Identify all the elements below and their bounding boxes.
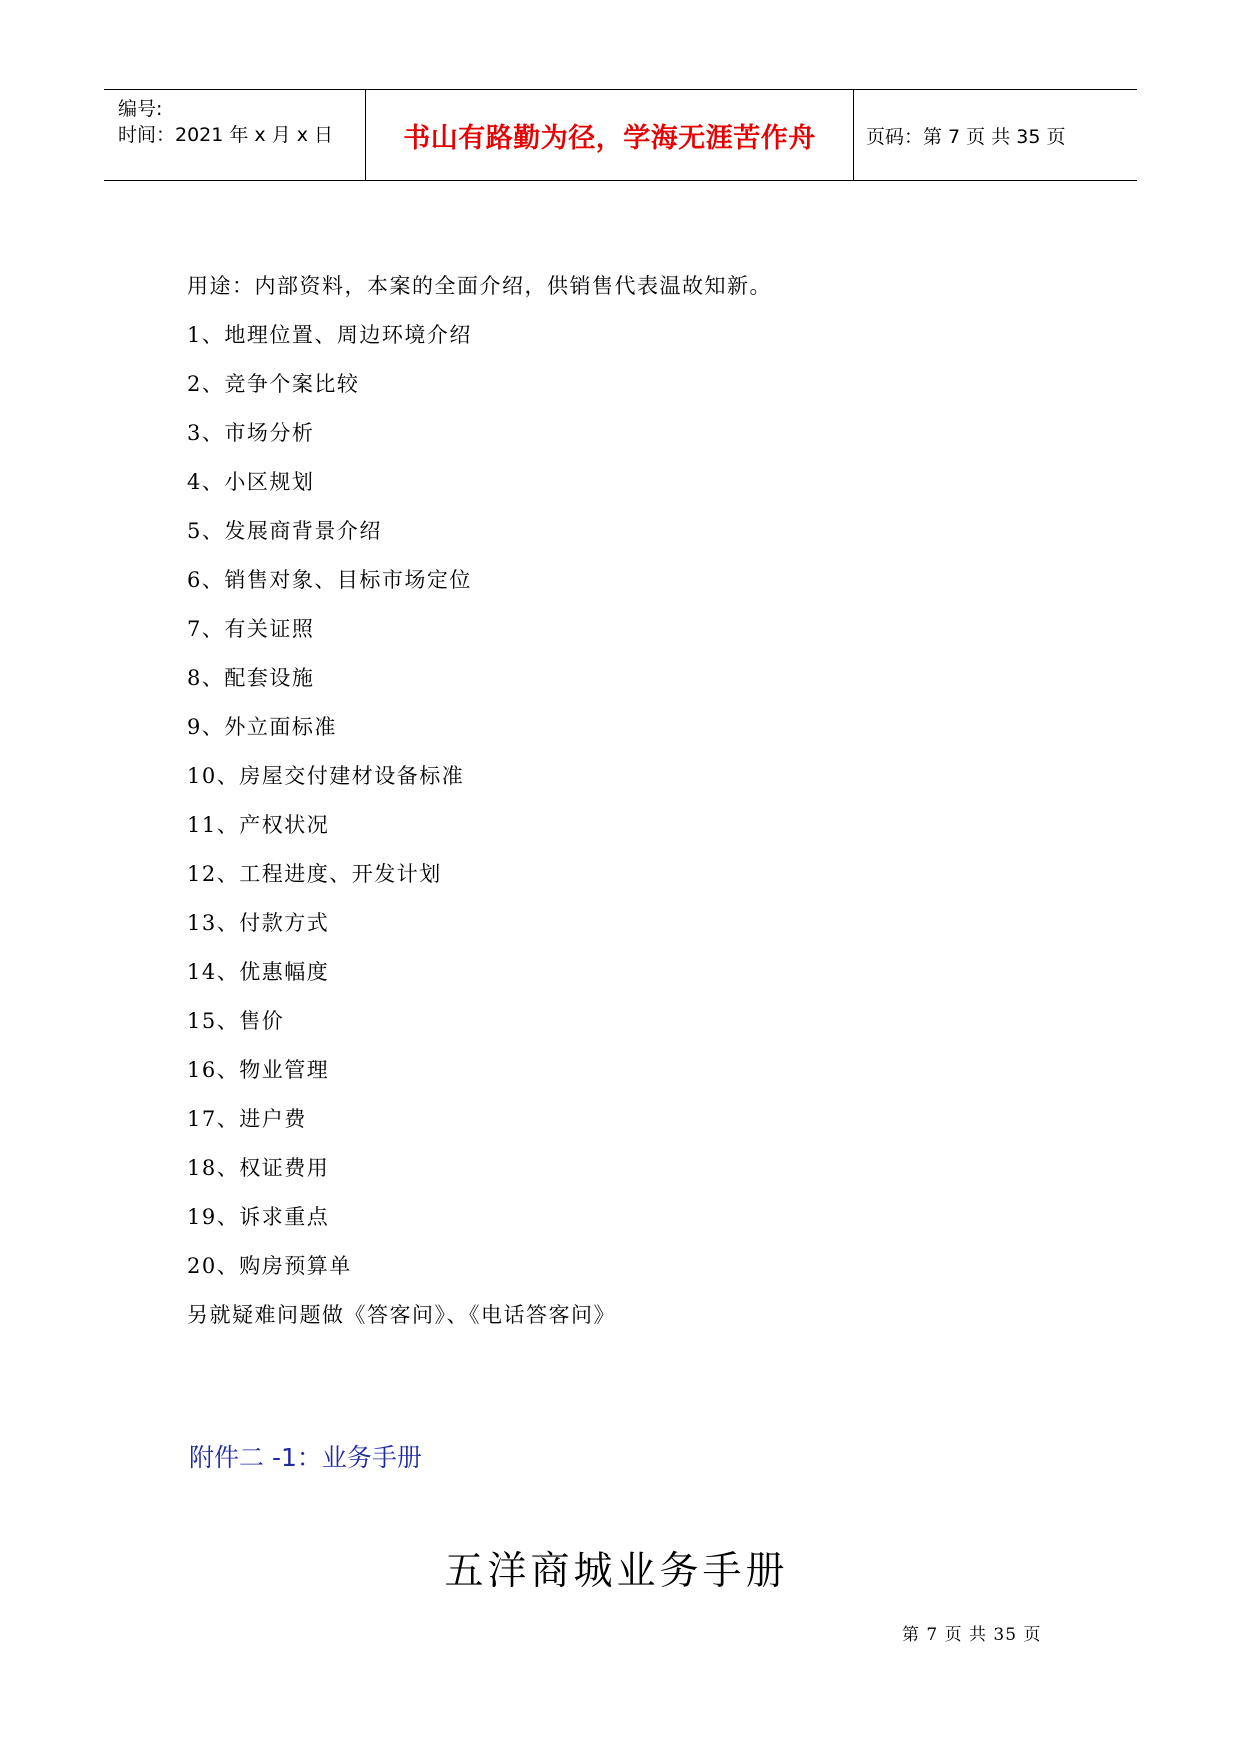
list-item: 20、购房预算单: [187, 1254, 352, 1278]
header-page-info: 页码：第 7 页 共 35 页: [866, 125, 1066, 148]
list-item: 13、付款方式: [187, 911, 330, 935]
list-item: 6、销售对象、目标市场定位: [187, 568, 472, 592]
list-item: 8、配套设施: [187, 666, 315, 690]
document-body: [187, 262, 1087, 1340]
list-item: 2、竞争个案比较: [187, 372, 360, 396]
list-item: 19、诉求重点: [187, 1205, 330, 1229]
list-item: 16、物业管理: [187, 1058, 330, 1082]
list-item: 12、工程进度、开发计划: [187, 862, 442, 886]
header-meta: [104, 90, 366, 180]
page-footer: 第 7 页 共 35 页: [902, 1625, 1042, 1645]
list-item: 7、有关证照: [187, 617, 315, 641]
list-item: 5、发展商背景介绍: [187, 519, 382, 543]
doc-number-label: 编号:: [118, 98, 163, 120]
doc-time-label: 时间：2021 年 x 月 x 日: [118, 124, 334, 146]
list-item: 18、权证费用: [187, 1156, 330, 1180]
list-item: 1、地理位置、周边环境介绍: [187, 323, 472, 347]
list-item: 9、外立面标准: [187, 715, 337, 739]
list-item: 14、优惠幅度: [187, 960, 330, 984]
list-item: 11、产权状况: [187, 813, 330, 837]
list-item: 17、进户费: [187, 1107, 307, 1131]
header-motto: 书山有路勤为径，学海无涯苦作舟: [366, 90, 854, 180]
list-item: 10、房屋交付建材设备标准: [187, 764, 465, 788]
page-header: [104, 89, 1137, 181]
list-item: 4、小区规划: [187, 470, 315, 494]
list-item: 15、售价: [187, 1009, 285, 1033]
manual-title-text: 五洋商城业务手册: [444, 1549, 789, 1594]
purpose-line: 用途：内部资料，本案的全面介绍，供销售代表温故知新。: [187, 274, 772, 298]
manual-title: [0, 1540, 1241, 1596]
note-line: 另就疑难问题做《答客问》、《电话答客问》: [187, 1303, 616, 1327]
list-item: 3、市场分析: [187, 421, 315, 445]
attachment-heading: 附件二 -1：业务手册: [189, 1443, 422, 1472]
